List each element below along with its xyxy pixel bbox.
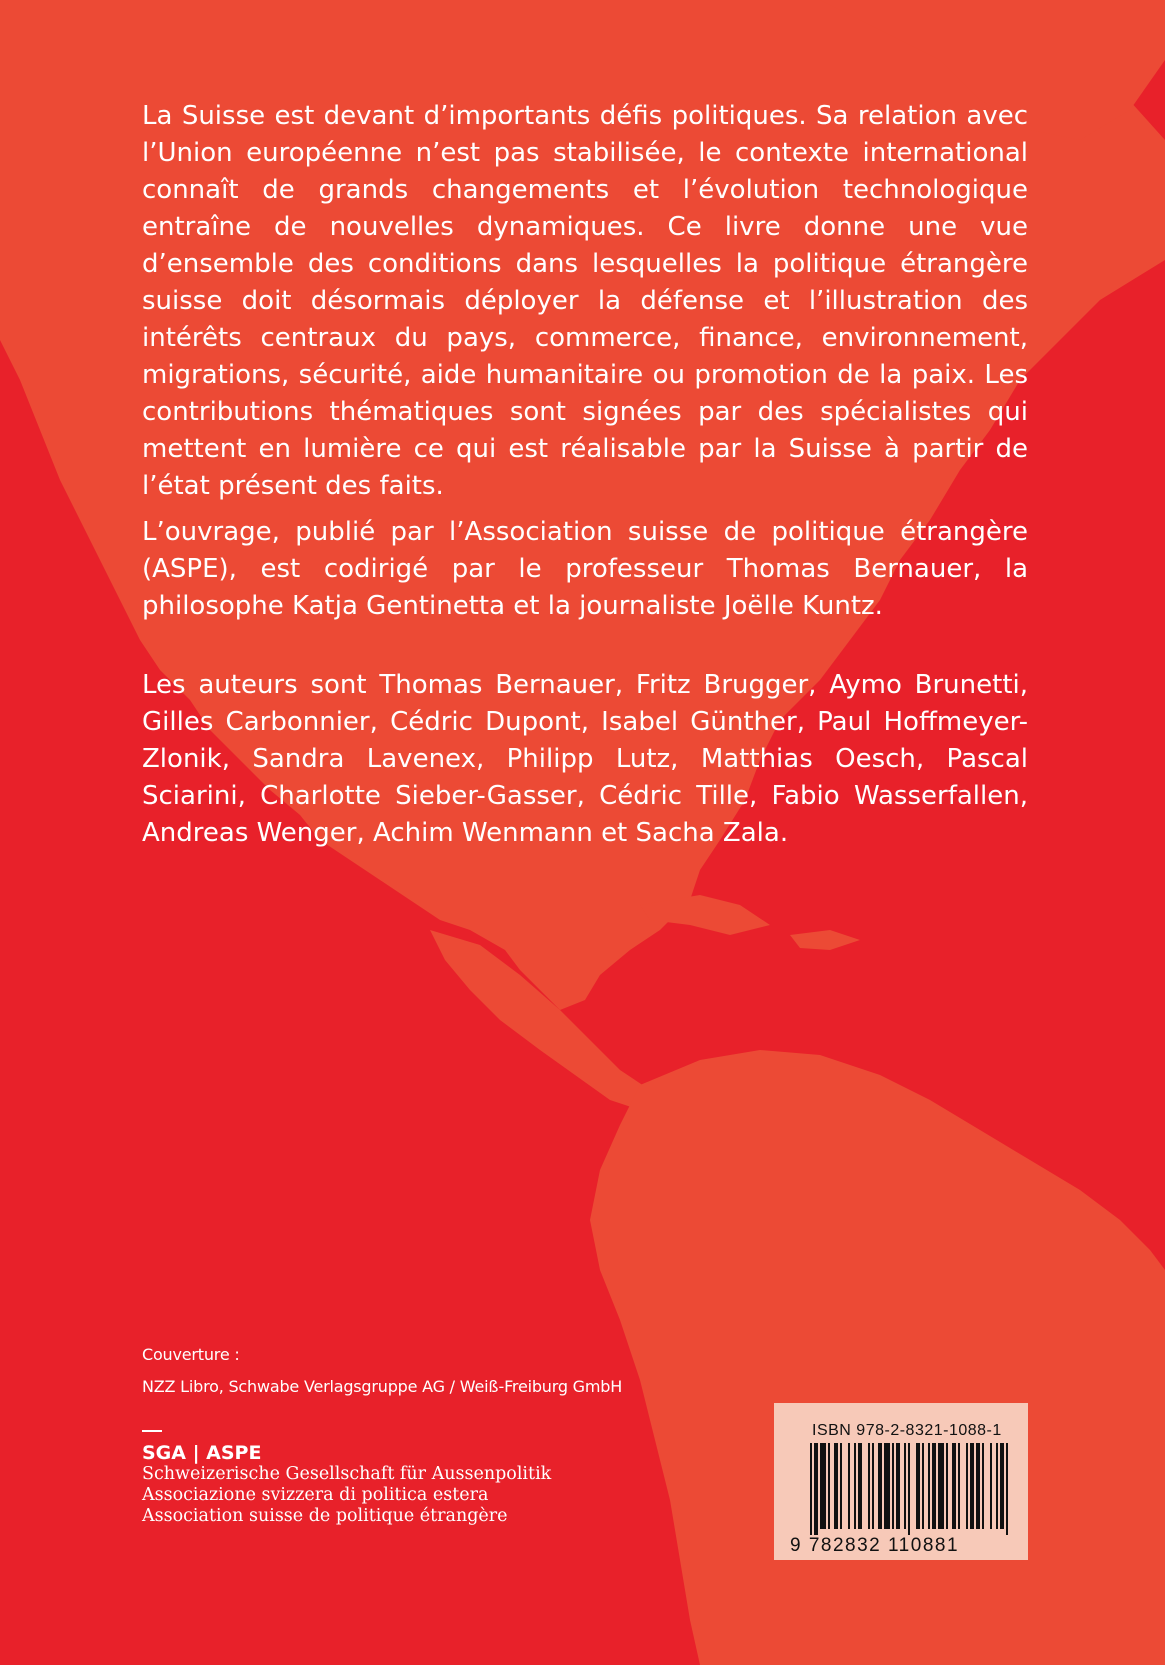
description-paragraph-1: La Suisse est devant d’importants défis politiques. Sa relation avec l’Union européenne n’est pas stabilisée, le contexte international connaît de grands changements et l’évolution technologique entraîne de nouvelles dynamiques. Ce livre donne une vue d’ensemble des conditions dans lesquelles la politique étrangère suisse doit désormais déployer la défense et l’illustration des intérêts centraux du pays, commerce, finance, environnement, migrations, sécurité, aide humanitaire ou promotion de la paix. Les contributions thématiques sont signées par des spécialistes qui mettent en lumière ce qui est réalisable par la Suisse à partir de l’état présent des faits. [142, 101, 1028, 501]
publisher-name-de: Schweizerische Gesellschaft für Aussenpolitik [142, 1464, 552, 1484]
barcode-bar [814, 1443, 818, 1535]
barcode-bar [868, 1443, 870, 1529]
barcode-bar [884, 1443, 890, 1529]
authors-paragraph: Les auteurs sont Thomas Bernauer, Fritz Brugger, Aymo Brunetti, Gilles Carbonnier, Cédric Dupont, Isabel Günther, Paul Hoffmeyer-Zlonik, Sandra Lavenex, Philipp Lutz, Matthias Oesch, Pascal Sciarini, Charlotte Sieber-Gasser, Cédric Tille, Fabio Wasserfallen, Andreas Wenger, Achim Wenmann et Sacha Zala. [142, 670, 1028, 848]
barcode-bar [820, 1443, 826, 1529]
barcode-image [810, 1443, 1010, 1535]
barcode-bar [982, 1443, 984, 1529]
barcode-bar [828, 1443, 830, 1529]
barcode-bar [958, 1443, 960, 1529]
barcode-bar [896, 1443, 900, 1529]
barcode-bar [938, 1443, 944, 1529]
barcode-digits: 9 782832 110881 [790, 1535, 960, 1556]
barcode-bar [996, 1443, 998, 1529]
description-paragraph-2: L’ouvrage, publié par l’Association suisse de politique étrangère (ASPE), est codirigé par le professeur Thomas Bernauer, la philosophe Katja Gentinetta et la journaliste Joëlle Kuntz. [142, 517, 1028, 621]
barcode-bar [858, 1443, 862, 1529]
publisher-logo-title: SGA | ASPE [142, 1442, 262, 1464]
barcode-bar [908, 1443, 910, 1535]
isbn-label: ISBN 978-2-8321-1088-1 [812, 1422, 1002, 1439]
barcode-bar [872, 1443, 874, 1529]
cover-credit-value: NZZ Libro, Schwabe Verlagsgruppe AG / Weiß-Freiburg GmbH [142, 1377, 623, 1396]
barcode-bar [966, 1443, 968, 1529]
barcode-bar [810, 1443, 812, 1535]
barcode-bar [976, 1443, 980, 1529]
barcode-bar [1006, 1443, 1008, 1535]
barcode-bar [932, 1443, 936, 1529]
barcode-bar [834, 1443, 838, 1529]
barcode-bar [1000, 1443, 1004, 1529]
logo-dash [142, 1430, 162, 1432]
isbn-barcode-box [774, 1403, 1028, 1560]
publisher-logo-block [142, 1430, 562, 1527]
publisher-name-fr: Association suisse de politique étrangère [142, 1506, 508, 1526]
barcode-bar [904, 1443, 906, 1529]
barcode-bar [946, 1443, 948, 1529]
barcode-bar [854, 1443, 856, 1529]
barcode-bar [840, 1443, 842, 1529]
publisher-name-it: Associazione svizzera di politica estera [142, 1485, 489, 1505]
barcode-bar [990, 1443, 992, 1529]
barcode-bar [928, 1443, 930, 1529]
barcode-bar [892, 1443, 894, 1529]
south-america-shape [590, 1050, 1165, 1665]
barcode-bar [878, 1443, 882, 1529]
barcode-bar [970, 1443, 974, 1529]
barcode-bar [916, 1443, 920, 1529]
barcode-bar [922, 1443, 924, 1529]
caribbean-island-2 [790, 930, 860, 950]
barcode-bar [848, 1443, 850, 1529]
barcode-bar [952, 1443, 956, 1529]
cover-credit-label: Couverture : [142, 1345, 240, 1364]
